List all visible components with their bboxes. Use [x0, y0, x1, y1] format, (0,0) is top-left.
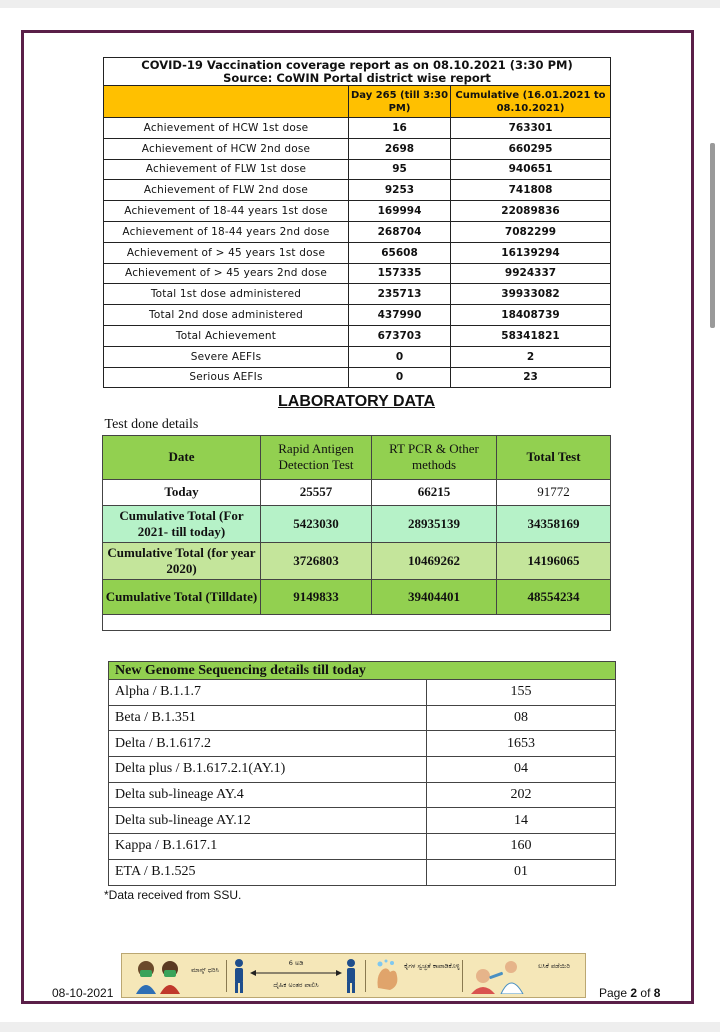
row-cumulative-value: 9924337	[451, 263, 611, 284]
row-cumulative-value: 18408739	[451, 305, 611, 326]
mask-people-icon	[132, 958, 190, 994]
row-label: Total 1st dose administered	[104, 284, 349, 305]
lab-caption-blank	[261, 416, 372, 435]
row-day-value: 0	[349, 367, 451, 388]
table-row	[104, 346, 611, 367]
table-row	[104, 284, 611, 305]
row-label: Achievement of 18-44 years 2nd dose	[104, 221, 349, 242]
genome-variant-name: Kappa / B.1.617.1	[109, 834, 427, 860]
footer-page-number	[599, 986, 660, 1000]
lab-blank-cell	[103, 614, 611, 630]
page-of: of	[640, 986, 651, 1000]
lab-row-rtpcr: 39404401	[372, 579, 497, 614]
vaccination-header-day: Day 265 (till 3:30 PM)	[349, 86, 451, 118]
row-day-value: 673703	[349, 325, 451, 346]
covid-behaviour-banner	[121, 953, 586, 998]
lab-row-rat: 5423030	[261, 505, 372, 542]
row-cumulative-value: 763301	[451, 118, 611, 139]
table-row	[103, 479, 611, 505]
vaccination-title-cell	[104, 58, 611, 86]
genome-variant-count: 202	[427, 782, 616, 808]
row-label: Achievement of FLW 2nd dose	[104, 180, 349, 201]
row-cumulative-value: 58341821	[451, 325, 611, 346]
row-day-value: 437990	[349, 305, 451, 326]
row-cumulative-value: 23	[451, 367, 611, 388]
lab-header-rtpcr: RT PCR & Other methods	[372, 435, 497, 479]
mask-text: ಮಾಸ್ಕ್ ಧರಿಸಿ	[191, 966, 219, 974]
table-row	[104, 325, 611, 346]
row-day-value: 169994	[349, 201, 451, 222]
lab-row-date: Today	[103, 479, 261, 505]
distance-text: ದೈಹಿಕ ಅಂತರ ಪಾಲಿಸಿ	[273, 981, 319, 989]
vaccination-title: COVID-19 Vaccination coverage report as on 08.10.2021 (3:30 PM)	[141, 57, 573, 72]
footer-date: 08-10-2021	[52, 986, 114, 1000]
lab-row-date: Cumulative Total (for year 2020)	[103, 542, 261, 579]
genome-variant-count: 01	[427, 859, 616, 885]
distance-arrow-icon	[250, 969, 342, 977]
genome-variant-count: 155	[427, 680, 616, 706]
table-row	[104, 221, 611, 242]
row-label: Achievement of > 45 years 1st dose	[104, 242, 349, 263]
row-cumulative-value: 22089836	[451, 201, 611, 222]
genome-variant-name: Beta / B.1.351	[109, 705, 427, 731]
distance-value: 6 ಅಡಿ	[288, 959, 304, 967]
table-row	[104, 159, 611, 180]
row-day-value: 0	[349, 346, 451, 367]
genome-variant-name: Delta / B.1.617.2	[109, 731, 427, 757]
row-cumulative-value: 39933082	[451, 284, 611, 305]
table-row	[104, 138, 611, 159]
table-row	[103, 579, 611, 614]
row-label: Total 2nd dose administered	[104, 305, 349, 326]
lab-row-rtpcr: 10469262	[372, 542, 497, 579]
table-row	[104, 201, 611, 222]
lab-row-rtpcr: 28935139	[372, 505, 497, 542]
row-cumulative-value: 660295	[451, 138, 611, 159]
page-current: 2	[630, 986, 638, 1000]
row-day-value: 2698	[349, 138, 451, 159]
lab-blank-row	[103, 614, 611, 630]
lab-header-date: Date	[103, 435, 261, 479]
table-row	[109, 680, 616, 706]
genome-variant-count: 14	[427, 808, 616, 834]
table-row	[109, 782, 616, 808]
lab-row-total: 48554234	[497, 579, 611, 614]
page-total: 8	[653, 986, 661, 1000]
table-row	[109, 757, 616, 783]
row-day-value: 157335	[349, 263, 451, 284]
row-label: Achievement of HCW 1st dose	[104, 118, 349, 139]
table-row	[104, 118, 611, 139]
row-cumulative-value: 940651	[451, 159, 611, 180]
row-label: Serious AEFIs	[104, 367, 349, 388]
row-label: Total Achievement	[104, 325, 349, 346]
lab-row-rat: 25557	[261, 479, 372, 505]
table-row	[109, 731, 616, 757]
row-cumulative-value: 741808	[451, 180, 611, 201]
genome-title: New Genome Sequencing details till today	[109, 662, 616, 680]
row-label: Achievement of 18-44 years 1st dose	[104, 201, 349, 222]
lab-row-total: 14196065	[497, 542, 611, 579]
lab-header-rat: Rapid Antigen Detection Test	[261, 435, 372, 479]
table-row	[104, 305, 611, 326]
lab-caption: Test done details	[103, 416, 261, 435]
table-row	[103, 505, 611, 542]
lab-header-total: Total Test	[497, 435, 611, 479]
lab-row-total: 91772	[497, 479, 611, 505]
scrollbar-thumb[interactable]	[710, 143, 715, 328]
genome-variant-name: ETA / B.1.525	[109, 859, 427, 885]
row-cumulative-value: 2	[451, 346, 611, 367]
table-row	[104, 242, 611, 263]
genome-variant-name: Delta sub-lineage AY.4	[109, 782, 427, 808]
person-left-icon	[232, 958, 246, 994]
page-prefix: Page	[599, 986, 628, 1000]
banner-divider	[365, 960, 366, 992]
row-cumulative-value: 7082299	[451, 221, 611, 242]
table-row	[109, 705, 616, 731]
lab-row-rat: 9149833	[261, 579, 372, 614]
lab-caption-blank	[372, 416, 497, 435]
lab-row-rtpcr: 66215	[372, 479, 497, 505]
table-row	[104, 180, 611, 201]
vaccination-icon	[467, 958, 529, 994]
row-cumulative-value: 16139294	[451, 242, 611, 263]
genome-variant-count: 08	[427, 705, 616, 731]
lab-row-date: Cumulative Total (For 2021- till today)	[103, 505, 261, 542]
genome-table	[108, 661, 616, 886]
row-label: Achievement of HCW 2nd dose	[104, 138, 349, 159]
row-day-value: 65608	[349, 242, 451, 263]
banner-divider	[462, 960, 463, 992]
row-label: Severe AEFIs	[104, 346, 349, 367]
hand-wash-icon	[372, 958, 402, 994]
row-day-value: 9253	[349, 180, 451, 201]
table-row	[103, 542, 611, 579]
hand-hygiene-text: ಕೈಗಳ ಸ್ವಚ್ಛತೆ ಕಾಪಾಡಿಕೊಳ್ಳಿ	[404, 962, 460, 970]
vaccination-header-cumulative: Cumulative (16.01.2021 to 08.10.2021)	[451, 86, 611, 118]
genome-variant-name: Delta sub-lineage AY.12	[109, 808, 427, 834]
row-label: Achievement of FLW 1st dose	[104, 159, 349, 180]
person-right-icon	[344, 958, 358, 994]
table-row	[109, 834, 616, 860]
lab-row-rat: 3726803	[261, 542, 372, 579]
row-label: Achievement of > 45 years 2nd dose	[104, 263, 349, 284]
table-row	[109, 859, 616, 885]
row-day-value: 235713	[349, 284, 451, 305]
genome-variant-count: 04	[427, 757, 616, 783]
lab-row-date: Cumulative Total (Tilldate)	[103, 579, 261, 614]
genome-variant-name: Alpha / B.1.1.7	[109, 680, 427, 706]
vaccination-table	[103, 57, 611, 388]
row-day-value: 268704	[349, 221, 451, 242]
genome-variant-name: Delta plus / B.1.617.2.1(AY.1)	[109, 757, 427, 783]
row-day-value: 95	[349, 159, 451, 180]
genome-variant-count: 160	[427, 834, 616, 860]
row-day-value: 16	[349, 118, 451, 139]
genome-footnote: *Data received from SSU.	[104, 888, 242, 902]
laboratory-table	[102, 416, 611, 631]
lab-caption-blank	[497, 416, 611, 435]
table-row	[104, 263, 611, 284]
lab-row-total: 34358169	[497, 505, 611, 542]
table-row	[109, 808, 616, 834]
vaccination-source: Source: CoWIN Portal district wise report	[223, 70, 491, 85]
laboratory-heading: LABORATORY DATA	[277, 393, 436, 410]
genome-variant-count: 1653	[427, 731, 616, 757]
table-row	[104, 367, 611, 388]
vaccination-header-blank	[104, 86, 349, 118]
banner-divider	[226, 960, 227, 992]
vaccine-text: ಲಸಿಕೆ ಪಡೆಯಿರಿ	[538, 962, 570, 970]
